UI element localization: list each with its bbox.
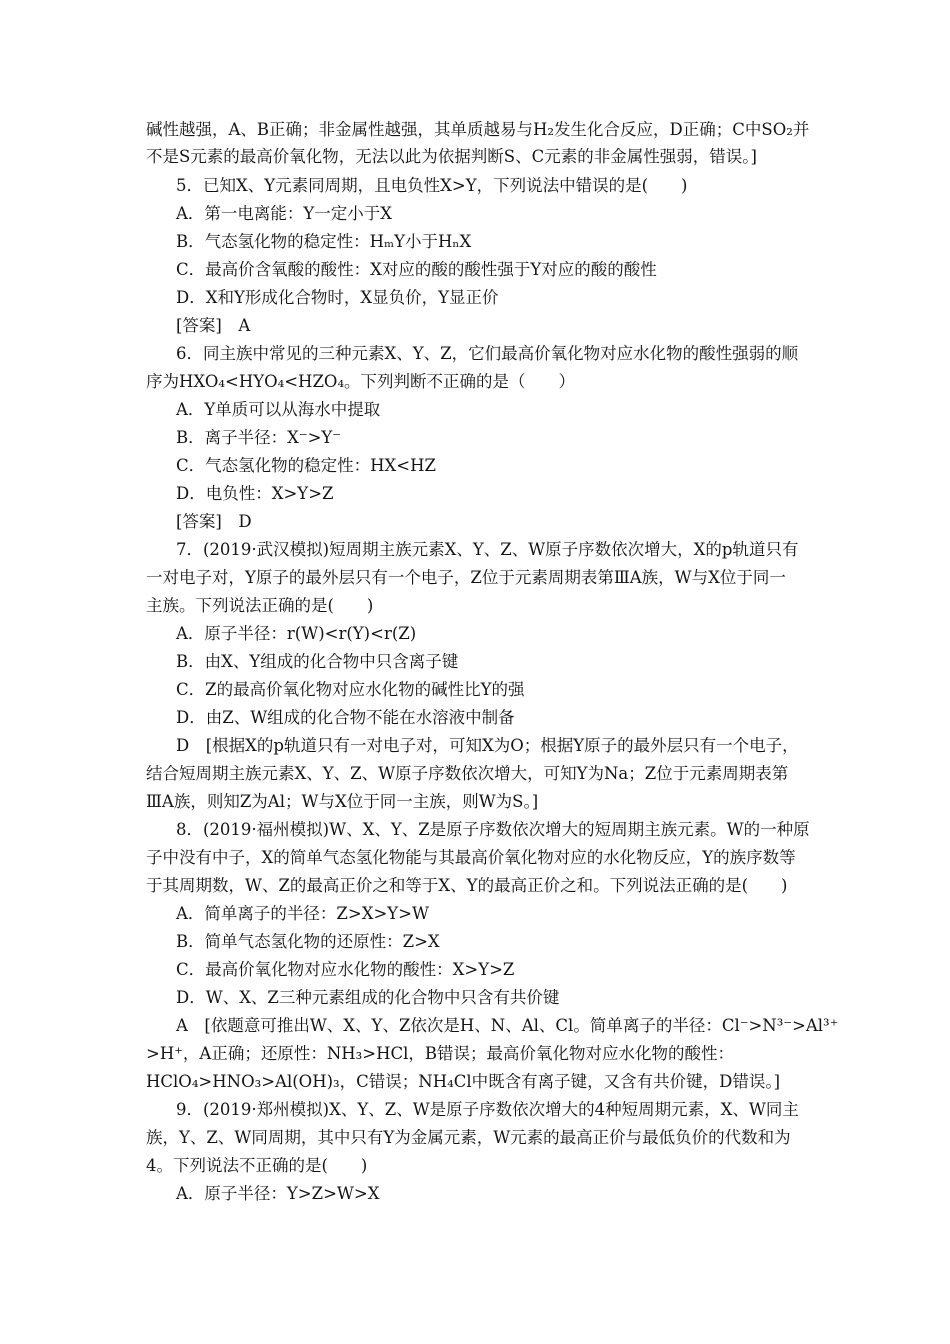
option-b: B．气态氢化物的稳定性：HₘY小于HₙX [176, 232, 472, 251]
text-line: ⅢA族，则知Z为Al；W与X位于同一主族，则W为S。] [146, 792, 539, 811]
question-9-stem: 9．(2019·郑州模拟)X、Y、Z、W是原子序数依次增大的4种短周期元素，X、W同主 [176, 1100, 799, 1119]
option-d: D．由Z、W组成的化合物不能在水溶液中制备 [176, 708, 515, 727]
text-line: 子中没有中子，X的简单气态氢化物能与其最高价氧化物对应的水化物反应，Y的族序数等 [146, 848, 796, 867]
text-line: 族，Y、Z、W同周期，其中只有Y为金属元素，W元素的最高正价与最低负价的代数和为 [146, 1128, 791, 1147]
text-line: HClO₄>HNO₃>Al(OH)₃，C错误；NH₄Cl中既含有离子键，又含有共价键，D错误。] [146, 1072, 781, 1091]
explanation-7: D [根据X的p轨道只有一对电子对，可知X为O；根据Y原子的最外层只有一个电子， [176, 736, 799, 755]
text-line: 碱性越强，A、B正确；非金属性越强，其单质越易与H₂发生化合反应，D正确；C中SO₂并 [146, 120, 810, 139]
option-a: A．第一电离能：Y一定小于X [176, 204, 393, 223]
option-c: C．最高价含氧酸的酸性：X对应的酸的酸性强于Y对应的酸的酸性 [176, 260, 657, 279]
option-c: C．最高价氧化物对应水化物的酸性：X>Y>Z [176, 960, 515, 979]
text-line: 不是S元素的最高价氧化物，无法以此为依据判断S、C元素的非金属性强弱，错误。] [146, 147, 757, 166]
option-a: A．简单离子的半径：Z>X>Y>W [176, 904, 429, 923]
question-7-stem: 7．(2019·武汉模拟)短周期主族元素X、Y、Z、W原子序数依次增大，X的p轨道只有 [176, 540, 799, 559]
option-b: B．由X、Y组成的化合物中只含离子键 [176, 652, 459, 671]
question-8-stem: 8．(2019·福州模拟)W、X、Y、Z是原子序数依次增大的短周期主族元素。W的一种原 [176, 820, 810, 839]
text-line: 序为HXO₄<HYO₄<HZO₄。下列判断不正确的是（ ） [146, 372, 576, 391]
question-5-stem: 5．已知X、Y元素同周期，且电负性X>Y，下列说法中错误的是( ) [176, 176, 688, 195]
option-d: D．X和Y形成化合物时，X显负价，Y显正价 [176, 288, 499, 307]
answer-label: [答案] A [176, 316, 251, 335]
option-d: D．W、X、Z三种元素组成的化合物中只含有共价键 [176, 988, 560, 1007]
text-line: 主族。下列说法正确的是( ) [146, 596, 374, 615]
text-line: 于其周期数，W、Z的最高正价之和等于X、Y的最高正价之和。下列说法正确的是( ) [146, 876, 788, 895]
text-line: 一对电子对，Y原子的最外层只有一个电子，Z位于元素周期表第ⅢA族，W与X位于同一 [146, 568, 786, 587]
option-a: A．原子半径：Y>Z>W>X [176, 1184, 380, 1203]
option-b: B．简单气态氢化物的还原性：Z>X [176, 932, 440, 951]
explanation-8: A [依题意可推出W、X、Y、Z依次是H、N、Al、Cl。简单离子的半径：Cl⁻>N³⁻>Al³⁺ [176, 1016, 839, 1035]
answer-label: [答案] D [176, 512, 252, 531]
option-b: B．离子半径：X⁻>Y⁻ [176, 428, 342, 447]
text-line: >H⁺，A正确；还原性：NH₃>HCl，B错误；最高价氧化物对应水化物的酸性： [146, 1044, 735, 1063]
text-line: 4。下列说法不正确的是( ) [146, 1156, 368, 1175]
question-6-stem: 6．同主族中常见的三种元素X、Y、Z，它们最高价氧化物对应水化物的酸性强弱的顺 [176, 344, 799, 363]
option-a: A．Y单质可以从海水中提取 [176, 400, 381, 419]
text-line: 结合短周期主族元素X、Y、Z、W原子序数依次增大，可知Y为Na；Z位于元素周期表第 [146, 764, 789, 783]
option-c: C．气态氢化物的稳定性：HX<HZ [176, 456, 436, 475]
option-a: A．原子半径：r(W)<r(Y)<r(Z) [176, 624, 417, 643]
option-c: C．Z的最高价氧化物对应水化物的碱性比Y的强 [176, 680, 525, 699]
option-d: D．电负性：X>Y>Z [176, 484, 334, 503]
